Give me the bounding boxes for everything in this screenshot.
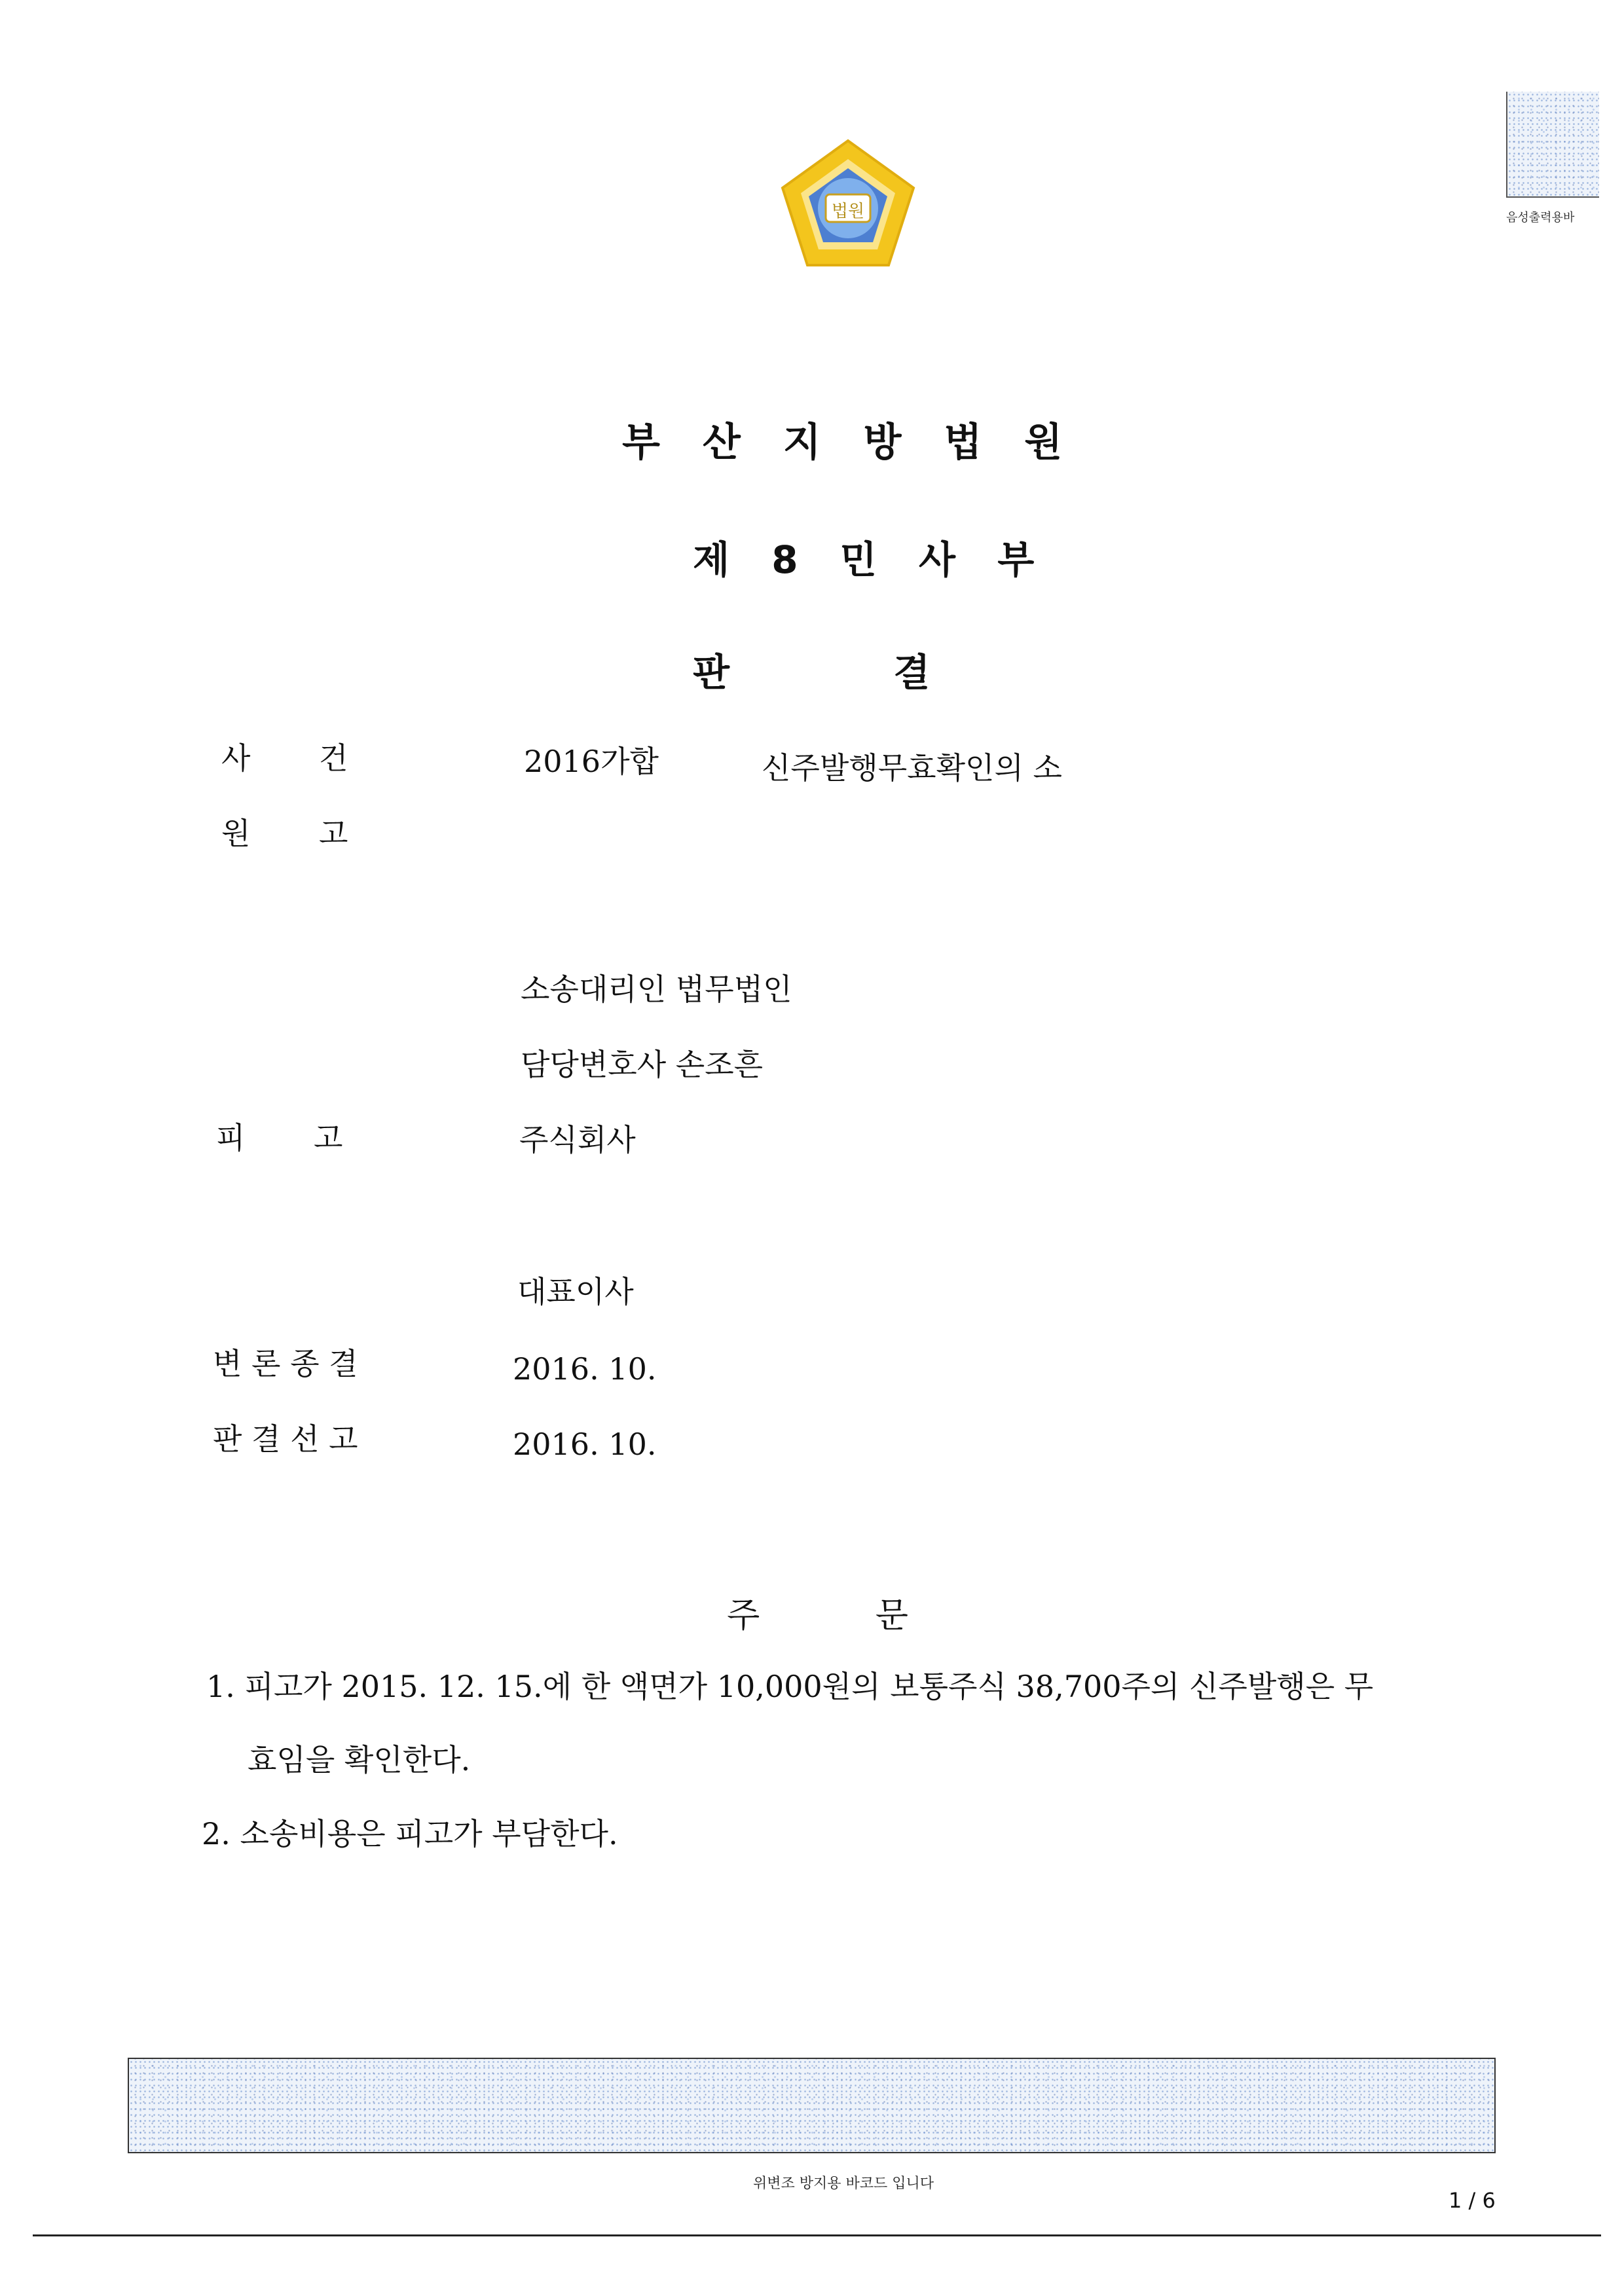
- barcode-note: 위변조 방지용 바코드 입니다: [753, 2176, 934, 2192]
- closing-date: 2016. 10.: [513, 1351, 657, 1387]
- judgment-date-label: 판 결 선 고: [213, 1421, 358, 1457]
- order-item-2: 2. 소송비용은 피고가 부담한다.: [202, 1816, 618, 1851]
- representative: 대표이사: [517, 1274, 634, 1309]
- judgment-date: 2016. 10.: [513, 1427, 657, 1462]
- anti-forgery-barcode: [128, 2058, 1496, 2153]
- top-right-stamp: [1506, 92, 1599, 198]
- page-number: 1 / 6: [1449, 2188, 1496, 2213]
- emblem-text: 법원: [831, 202, 865, 221]
- doc-type: 판 결: [693, 650, 931, 695]
- order-item-1-line-2: 효임을 확인한다.: [248, 1742, 471, 1777]
- order-heading: 주 문: [727, 1596, 908, 1635]
- bottom-divider: [33, 2234, 1601, 2236]
- attorney-firm: 소송대리인 법무법인: [521, 972, 792, 1007]
- top-right-stamp-label: 음성출력용바: [1506, 211, 1575, 225]
- court-name: 부 산 지 방 법 원: [622, 420, 1077, 465]
- case-label: 사 건: [221, 740, 348, 776]
- case-number: 2016가합: [524, 744, 659, 779]
- order-item-1-line-1: 1. 피고가 2015. 12. 15.에 한 액면가 10,000원의 보통주식 38,700주의 신주발행은 무: [206, 1669, 1374, 1704]
- division: 제 8 민 사 부: [693, 538, 1049, 582]
- case-title: 신주발행무효확인의 소: [762, 750, 1062, 786]
- closing-label: 변 론 종 결: [213, 1346, 358, 1381]
- defendant-value: 주식회사: [519, 1122, 636, 1157]
- attorney-name: 담당변호사 손조흔: [521, 1047, 764, 1082]
- defendant-label: 피 고: [216, 1120, 343, 1156]
- plaintiff-label: 원 고: [221, 816, 348, 851]
- court-emblem: [776, 134, 920, 278]
